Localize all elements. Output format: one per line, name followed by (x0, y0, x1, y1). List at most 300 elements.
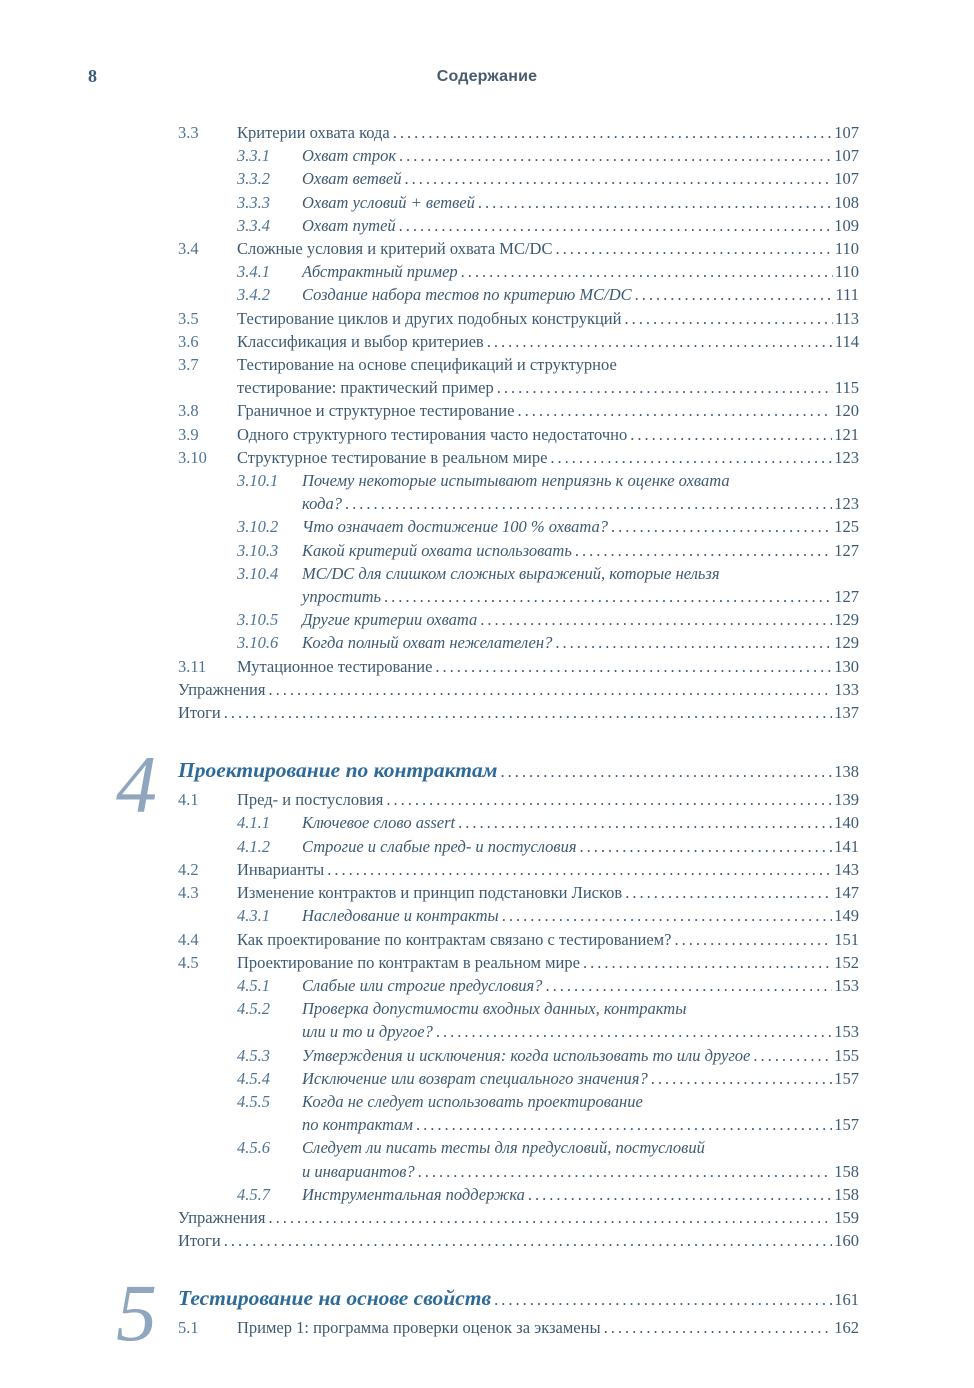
entry-number: 3.3 (178, 123, 199, 142)
dot-leader (399, 214, 833, 237)
toc-entry (178, 446, 859, 469)
entry-title: Изменение контрактов и принцип подстановки Лисков (237, 883, 623, 903)
entry-page: 109 (834, 215, 859, 235)
entry-page: 137 (834, 703, 859, 723)
page-header: Содержание (436, 68, 538, 85)
entry-body (178, 678, 859, 701)
entry-last-line (302, 608, 859, 631)
entry-title: кода? (302, 494, 342, 514)
entry-title: Тестирование циклов и других подобных конструкций (237, 308, 622, 328)
entry-body (302, 469, 859, 515)
entry-last-line (302, 1113, 859, 1136)
dot-leader (630, 423, 832, 446)
entry-title: Абстрактный пример (302, 262, 458, 282)
entry-title: Когда полный охват нежелателен? (302, 633, 553, 653)
entry-number: 4.5.2 (237, 999, 270, 1019)
entry-page: 110 (834, 239, 859, 259)
dot-leader (583, 951, 832, 974)
entry-body (237, 446, 859, 469)
dot-leader (575, 539, 832, 562)
entry-title-line: MC/DC для слишком сложных выражений, которые нельзя (302, 563, 720, 583)
entry-body (302, 811, 859, 834)
dot-leader (416, 1113, 832, 1136)
dot-leader (555, 631, 832, 654)
entry-page: 157 (834, 1068, 859, 1088)
entry-page: 152 (834, 952, 859, 972)
dot-leader (386, 788, 832, 811)
dot-leader (502, 904, 833, 927)
entry-body (237, 353, 859, 399)
entry-body (302, 283, 859, 306)
entry-body (237, 399, 859, 422)
entry-body (302, 539, 859, 562)
toc-entry (178, 904, 859, 927)
entry-page: 158 (834, 1184, 859, 1204)
chapter-numeral: 5 (116, 1267, 157, 1359)
entry-last-line (302, 1183, 859, 1206)
entry-page: 161 (834, 1290, 859, 1310)
entry-number: 3.8 (178, 401, 199, 421)
entry-number: 3.3.2 (237, 169, 270, 189)
entry-page: 162 (834, 1318, 859, 1338)
entry-page: 127 (834, 587, 859, 607)
entry-page: 123 (834, 494, 859, 514)
entry-last-line (302, 904, 859, 927)
entry-title: Охват путей (302, 215, 396, 235)
entry-body (237, 237, 859, 260)
entry-number: 3.5 (178, 308, 199, 328)
entry-number: 3.10.2 (237, 517, 279, 537)
entry-title-line: Тестирование на основе спецификаций и структурное (237, 355, 617, 375)
entry-number: 4.4 (178, 929, 199, 949)
toc-entry (178, 237, 859, 260)
dot-leader (580, 835, 833, 858)
entry-number: 3.3.4 (237, 215, 270, 235)
entry-last-line (237, 655, 859, 678)
entry-title: Одного структурного тестирования часто недостаточно (237, 424, 628, 444)
dot-leader (393, 121, 833, 144)
entry-number: 4.5.7 (237, 1184, 270, 1204)
entry-title: тестирование: практический пример (237, 378, 494, 398)
entry-last-line (302, 214, 859, 237)
entry-last-line (302, 585, 859, 608)
entry-body (237, 655, 859, 678)
entry-last-line (237, 928, 859, 951)
toc-entry (178, 974, 859, 997)
entry-page: 123 (834, 447, 859, 467)
entry-last-line (302, 1067, 859, 1090)
toc-entry (178, 701, 859, 724)
toc-entry (178, 835, 859, 858)
entry-body (302, 1044, 859, 1067)
entry-last-line (237, 121, 859, 144)
entry-last-line (237, 237, 859, 260)
entry-number: 4.3 (178, 883, 199, 903)
dot-leader (604, 1316, 833, 1339)
toc-entry (178, 881, 859, 904)
entry-number: 3.10.1 (237, 471, 279, 491)
entry-number: 3.4.1 (237, 262, 270, 282)
entry-last-line (302, 515, 859, 538)
toc-entry (178, 1229, 859, 1252)
toc-entry (178, 631, 859, 654)
entry-title-line: Проверка допустимости входных данных, контракты (302, 999, 687, 1019)
toc-entry (178, 423, 859, 446)
entry-body (302, 1090, 859, 1136)
entry-title: Что означает достижение 100 % охвата? (302, 517, 608, 537)
dot-leader (461, 260, 833, 283)
entry-last-line (237, 951, 859, 974)
entry-body (178, 1229, 859, 1252)
entry-body (302, 167, 859, 190)
dot-leader (384, 585, 832, 608)
entry-last-line (178, 1206, 859, 1229)
entry-page: 121 (834, 424, 859, 444)
entry-page: 159 (834, 1207, 859, 1227)
entry-body (302, 515, 859, 538)
entry-body (237, 951, 859, 974)
entry-title: Итоги (178, 703, 221, 723)
entry-page: 133 (834, 679, 859, 699)
entry-body (302, 1136, 859, 1182)
toc-entry (178, 353, 859, 399)
dot-leader (268, 1206, 832, 1229)
toc-entry (178, 307, 859, 330)
toc-entry (178, 562, 859, 608)
entry-last-line (237, 788, 859, 811)
dot-leader (224, 701, 832, 724)
entry-body (178, 701, 859, 724)
entry-title: Утверждения и исключения: когда использовать то или другое (302, 1045, 751, 1065)
dot-leader (405, 167, 833, 190)
entry-title: Другие критерии охвата (302, 610, 478, 630)
entry-last-line (237, 376, 859, 399)
entry-title: Охват строк (302, 146, 397, 166)
entry-page: 129 (834, 633, 859, 653)
chapter-title: Тестирование на основе свойств (178, 1286, 492, 1311)
entry-title: Упражнения (178, 679, 266, 699)
entry-last-line (237, 330, 859, 353)
entry-page: 141 (834, 836, 859, 856)
entry-body (237, 423, 859, 446)
entry-page: 110 (834, 262, 859, 282)
toc-entry (178, 469, 859, 515)
toc-entry (178, 167, 859, 190)
entry-page: 115 (834, 378, 859, 398)
dot-leader (555, 237, 832, 260)
entry-body (237, 121, 859, 144)
entry-title-line: Когда не следует использовать проектирование (302, 1091, 643, 1111)
entry-title: Граничное и структурное тестирование (237, 401, 515, 421)
dot-leader (436, 1020, 832, 1043)
entry-number: 3.3.1 (237, 146, 270, 166)
entry-number: 4.1.1 (237, 813, 270, 833)
dot-leader (480, 608, 832, 631)
entry-last-line (302, 283, 859, 306)
entry-title: упростить (302, 587, 381, 607)
entry-last-line (237, 1316, 859, 1339)
entry-number: 3.10 (178, 447, 207, 467)
entry-number: 4.5.4 (237, 1068, 270, 1088)
entry-body (302, 997, 859, 1043)
chapter-title: Проектирование по контрактам (178, 758, 498, 783)
toc-entry (178, 1183, 859, 1206)
dot-leader (435, 655, 832, 678)
entry-body (178, 1282, 859, 1316)
entry-number: 4.5.1 (237, 975, 270, 995)
entry-body (302, 1067, 859, 1090)
entry-title: Проектирование по контрактам в реальном мире (237, 952, 580, 972)
entry-last-line (302, 492, 859, 515)
entry-page: 143 (834, 859, 859, 879)
toc-entry (178, 144, 859, 167)
entry-last-line (302, 974, 859, 997)
entry-page: 129 (834, 610, 859, 630)
entry-last-line (178, 1229, 859, 1252)
page-number: 8 (88, 66, 97, 86)
entry-title: Слабые или строгие предусловия? (302, 975, 543, 995)
dot-leader (224, 1229, 832, 1252)
dot-leader (624, 307, 832, 330)
entry-number: 3.9 (178, 424, 199, 444)
entry-body (178, 1206, 859, 1229)
entry-last-line (302, 811, 859, 834)
entry-page: 125 (834, 517, 859, 537)
entry-title: Как проектирование по контрактам связано с тестированием? (237, 929, 672, 949)
entry-title: Охват условий + ветвей (302, 192, 475, 212)
entry-number: 3.10.5 (237, 610, 279, 630)
entry-body (302, 562, 859, 608)
entry-last-line (237, 881, 859, 904)
dot-leader (268, 678, 832, 701)
entry-body (237, 881, 859, 904)
entry-body (302, 191, 859, 214)
entry-title: Какой критерий охвата использовать (302, 540, 572, 560)
entry-page: 111 (835, 285, 859, 305)
toc-entry (178, 260, 859, 283)
entry-number: 3.4 (178, 239, 199, 259)
dot-leader (517, 399, 832, 422)
entry-title: Инструментальная поддержка (302, 1184, 525, 1204)
toc-entry (178, 330, 859, 353)
toc-entry (178, 214, 859, 237)
dot-leader (528, 1183, 832, 1206)
entry-number: 3.11 (178, 656, 207, 676)
entry-page: 113 (834, 308, 859, 328)
toc-entry (178, 283, 859, 306)
entry-page: 140 (834, 813, 859, 833)
dot-leader (399, 144, 832, 167)
entry-last-line (302, 835, 859, 858)
entry-page: 107 (834, 169, 859, 189)
toc-entry (178, 515, 859, 538)
entry-last-line (302, 1020, 859, 1043)
entry-last-line (237, 446, 859, 469)
entry-last-line (178, 701, 859, 724)
entry-number: 4.2 (178, 859, 199, 879)
entry-body (237, 330, 859, 353)
toc-entry (178, 1316, 859, 1339)
dot-leader (478, 191, 832, 214)
toc-entry (178, 655, 859, 678)
dot-leader (635, 283, 834, 306)
dot-leader (753, 1044, 832, 1067)
dot-leader (345, 492, 832, 515)
entry-last-line (302, 144, 859, 167)
entry-body (302, 144, 859, 167)
entry-number: 3.7 (178, 355, 199, 375)
entry-last-line (178, 1282, 859, 1316)
entry-number: 4.5.3 (237, 1045, 270, 1065)
entry-number: 4.5 (178, 952, 199, 972)
toc-entry (178, 1206, 859, 1229)
entry-last-line (178, 754, 859, 788)
entry-number: 5.1 (178, 1318, 199, 1338)
entry-title: Создание набора тестов по критерию MC/DC (302, 285, 632, 305)
entry-title: Сложные условия и критерий охвата MC/DC (237, 239, 553, 259)
entry-page: 108 (834, 192, 859, 212)
dot-leader (625, 881, 832, 904)
entry-page: 155 (834, 1045, 859, 1065)
toc-entry (178, 1090, 859, 1136)
entry-body (302, 1183, 859, 1206)
entry-page: 138 (834, 762, 859, 782)
entry-page: 120 (834, 401, 859, 421)
toc-entry (178, 1136, 859, 1182)
entry-page: 147 (834, 883, 859, 903)
entry-title-line: Следует ли писать тесты для предусловий, постусловий (302, 1138, 705, 1158)
dot-leader (458, 811, 832, 834)
entry-title: Мутационное тестирование (237, 656, 433, 676)
entry-title: Наследование и контракты (302, 906, 499, 926)
entry-title: Пример 1: программа проверки оценок за экзамены (237, 1318, 601, 1338)
entry-body (302, 260, 859, 283)
entry-number: 4.5.6 (237, 1138, 270, 1158)
entry-body (178, 754, 859, 788)
toc-entry (178, 399, 859, 422)
entry-last-line (302, 539, 859, 562)
entry-body (302, 904, 859, 927)
entry-last-line (178, 678, 859, 701)
entry-page: 158 (834, 1161, 859, 1181)
entry-title: Критерии охвата кода (237, 123, 390, 142)
chapter-numeral: 4 (116, 739, 157, 831)
entry-page: 130 (834, 656, 859, 676)
entry-page: 107 (834, 146, 859, 166)
toc-entry (178, 539, 859, 562)
entry-body (302, 214, 859, 237)
entry-title: Ключевое слово assert (302, 813, 456, 833)
entry-title: Упражнения (178, 1207, 266, 1227)
entry-last-line (237, 858, 859, 881)
toc-entry (178, 121, 859, 144)
entry-last-line (237, 307, 859, 330)
entry-number: 4.1.2 (237, 836, 270, 856)
toc-entry (178, 951, 859, 974)
dot-leader (327, 858, 832, 881)
entry-title: Исключение или возврат специального значения? (302, 1068, 648, 1088)
dot-leader (651, 1067, 833, 1090)
entry-page: 149 (834, 906, 859, 926)
entry-number: 4.1 (178, 790, 199, 810)
entry-body (237, 928, 859, 951)
toc-entry (178, 1067, 859, 1090)
entry-number: 3.10.6 (237, 633, 279, 653)
toc-entry (178, 678, 859, 701)
entry-title: Охват ветвей (302, 169, 402, 189)
entry-number: 4.5.5 (237, 1091, 270, 1111)
entry-number: 3.6 (178, 331, 199, 351)
dot-leader (674, 928, 832, 951)
entry-number: 3.4.2 (237, 285, 270, 305)
entry-last-line (237, 399, 859, 422)
entry-page: 127 (834, 540, 859, 560)
dot-leader (497, 376, 833, 399)
entry-title: Итоги (178, 1231, 221, 1251)
entry-body (237, 307, 859, 330)
entry-page: 153 (834, 1022, 859, 1042)
entry-body (237, 788, 859, 811)
toc-entry (178, 608, 859, 631)
entry-title: Классификация и выбор критериев (237, 331, 484, 351)
toc-entry (178, 1044, 859, 1067)
entry-body (302, 608, 859, 631)
entry-last-line (302, 167, 859, 190)
entry-page: 107 (834, 123, 859, 142)
entry-number: 3.3.3 (237, 192, 270, 212)
entry-title: Строгие и слабые пред- и постусловия (302, 836, 577, 856)
entry-title-line: Почему некоторые испытывают неприязнь к оценке охвата (302, 471, 730, 491)
entry-last-line (302, 191, 859, 214)
toc-entry (178, 788, 859, 811)
entry-last-line (302, 260, 859, 283)
dot-leader (500, 756, 832, 788)
toc-entry (178, 928, 859, 951)
entry-number: 3.10.3 (237, 540, 279, 560)
entry-last-line (237, 423, 859, 446)
toc-entry (178, 997, 859, 1043)
entry-title: Инварианты (237, 859, 325, 879)
entry-body (237, 858, 859, 881)
entry-last-line (302, 1044, 859, 1067)
entry-last-line (302, 1160, 859, 1183)
toc-entry (178, 191, 859, 214)
dot-leader (550, 446, 832, 469)
toc-entry (178, 811, 859, 834)
entry-page: 153 (834, 975, 859, 995)
entry-number: 3.10.4 (237, 563, 279, 583)
entry-page: 114 (834, 331, 859, 351)
entry-body (237, 1316, 859, 1339)
entry-title: и инвариантов? (302, 1161, 415, 1181)
dot-leader (487, 330, 833, 353)
entry-body (302, 631, 859, 654)
toc-list (116, 121, 859, 1359)
entry-title: или и то и другое? (302, 1022, 433, 1042)
entry-body (302, 835, 859, 858)
entry-page: 160 (834, 1231, 859, 1251)
entry-number: 4.3.1 (237, 906, 270, 926)
dot-leader (418, 1160, 833, 1183)
entry-body (302, 974, 859, 997)
entry-page: 157 (834, 1115, 859, 1135)
dot-leader (611, 515, 832, 538)
entry-title: Пред- и постусловия (237, 790, 384, 810)
entry-last-line (302, 631, 859, 654)
toc-entry (178, 858, 859, 881)
entry-title: Структурное тестирование в реальном мире (237, 447, 548, 467)
entry-page: 139 (834, 790, 859, 810)
